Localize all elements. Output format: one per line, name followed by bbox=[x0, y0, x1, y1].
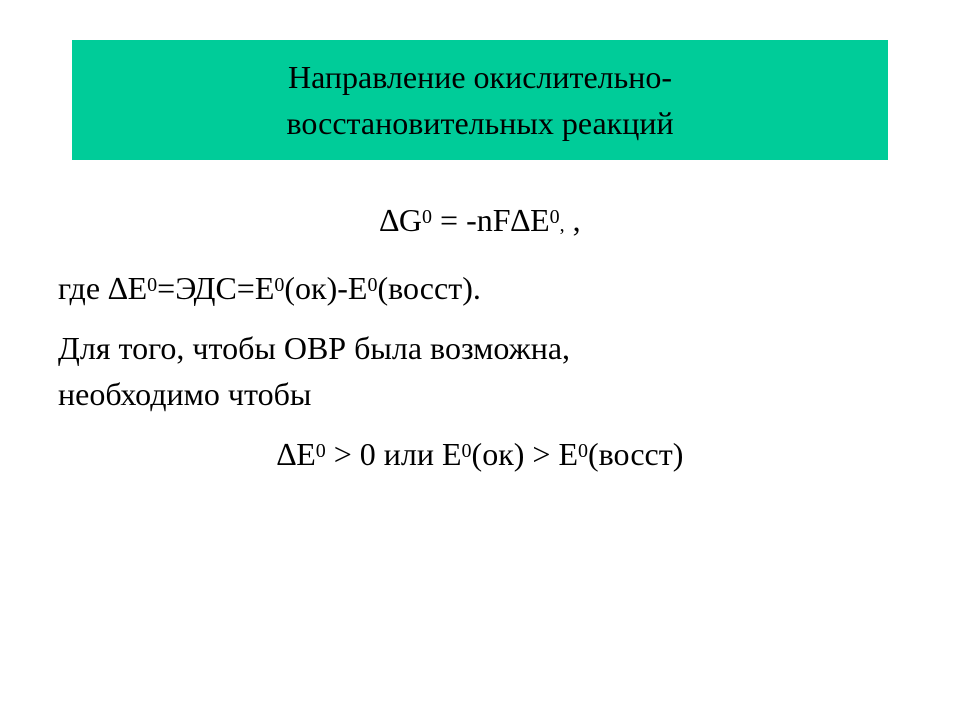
slide-title-banner bbox=[72, 40, 888, 160]
cond-middle: > 0 или E bbox=[325, 436, 462, 472]
cond-oxidizer: (ок) > E bbox=[471, 436, 578, 472]
condition-text-line-1: Для того, чтобы ОВР была возможна, bbox=[58, 330, 571, 366]
delta-symbol: ∆ bbox=[379, 202, 399, 238]
emf-e: E bbox=[127, 270, 148, 306]
where-prefix: где bbox=[58, 270, 109, 306]
spontaneity-condition bbox=[0, 434, 960, 474]
slide-title-line-1: Направление окислительно- bbox=[287, 59, 673, 95]
cond-e: E bbox=[296, 436, 316, 472]
superscript-zero: 0 bbox=[422, 206, 433, 228]
condition-text-line-2: необходимо чтобы bbox=[58, 376, 312, 412]
formula-end: , bbox=[564, 202, 581, 238]
formula-g: G bbox=[398, 202, 423, 238]
delta-symbol: ∆ bbox=[510, 202, 531, 238]
formula-middle: = -nF bbox=[432, 202, 511, 238]
formula-e: E bbox=[530, 202, 550, 238]
delta-symbol: ∆ bbox=[108, 270, 128, 306]
slide-title-line-2: восстановительных реакций bbox=[286, 105, 674, 141]
superscript-zero: 0 bbox=[549, 206, 560, 228]
emf-middle: =ЭДС=E bbox=[157, 270, 275, 306]
gibbs-formula bbox=[0, 200, 960, 245]
superscript-zero: 0 bbox=[315, 440, 326, 462]
emf-definition bbox=[58, 268, 481, 308]
delta-symbol: ∆ bbox=[276, 436, 297, 472]
superscript-zero: 0 bbox=[367, 274, 378, 296]
superscript-zero: 0 bbox=[147, 274, 158, 296]
emf-oxidizer: (ок)-E bbox=[284, 270, 368, 306]
superscript-zero: 0 bbox=[274, 274, 285, 296]
superscript-zero: 0 bbox=[578, 440, 588, 462]
superscript-zero: 0 bbox=[461, 440, 472, 462]
subscript-comma: , bbox=[559, 214, 565, 236]
cond-reducer: (восст) bbox=[588, 436, 684, 472]
emf-reducer: (восст). bbox=[377, 270, 481, 306]
